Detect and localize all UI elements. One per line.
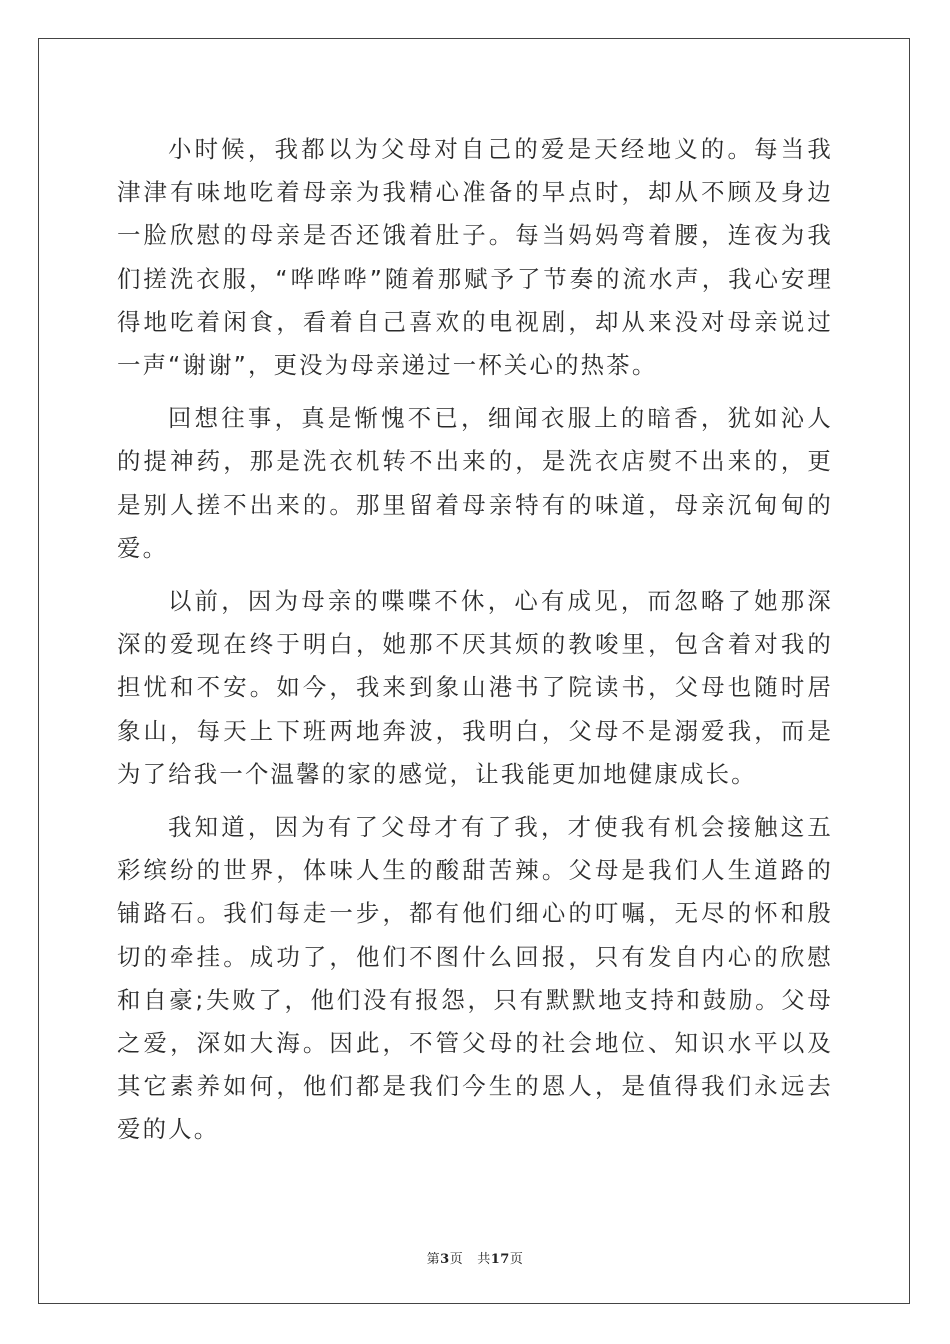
page-suffix: 页 bbox=[449, 1252, 464, 1267]
paragraph-1: 小时候，我都以为父母对自己的爱是天经地义的。每当我津津有味地吃着母亲为我精心准备的早点时，却从不顾及身边一脸欣慰的母亲是否还饿着肚子。每当妈妈弯着腰，连夜为我们搓洗衣服，“哗哗哗”随着那赋予了节奏的流水声，我心安理得地吃着闲食，看着自己喜欢的电视剧，却从来没对母亲说过一声“谢谢”，更没为母亲递过一杯关心的热茶。 bbox=[117, 135, 833, 380]
document-body bbox=[117, 128, 833, 1152]
page-number: 3 bbox=[440, 1252, 450, 1267]
paragraph-3: 以前，因为母亲的喋喋不休，心有成见，而忽略了她那深深的爱现在终于明白，她那不厌其烦的教唆里，包含着对我的担忧和不安。如今，我来到象山港书了院读书，父母也随时居象山，每天上下班两地奔波，我明白，父母不是溺爱我，而是为了给我一个温馨的家的感觉，让我能更加地健康成长。 bbox=[117, 587, 833, 788]
page-prefix: 第 bbox=[426, 1252, 441, 1267]
paragraph-4: 我知道，因为有了父母才有了我，才使我有机会接触这五彩缤纷的世界，体味人生的酸甜苦辣。父母是我们人生道路的铺路石。我们每走一步，都有他们细心的叮嘱，无尽的怀和殷切的牵挂。成功了，他们不图什么回报，只有发自内心的欣慰和自豪;失败了，他们没有报怨，只有默默地支持和鼓励。父母之爱，深如大海。因此，不管父母的社会地位、知识水平以及其它素养如何，他们都是我们今生的恩人，是值得我们永远去爱的人。 bbox=[117, 813, 833, 1144]
paragraph-2: 回想往事，真是惭愧不已，细闻衣服上的暗香，犹如沁人的提神药，那是洗衣机转不出来的，是洗衣店熨不出来的，更是别人搓不出来的。那里留着母亲特有的味道，母亲沉甸甸的爱。 bbox=[117, 404, 833, 562]
total-suffix: 页 bbox=[509, 1252, 524, 1267]
total-prefix: 共 bbox=[477, 1252, 491, 1267]
page-footer bbox=[0, 1248, 950, 1267]
total-pages: 17 bbox=[490, 1252, 510, 1267]
